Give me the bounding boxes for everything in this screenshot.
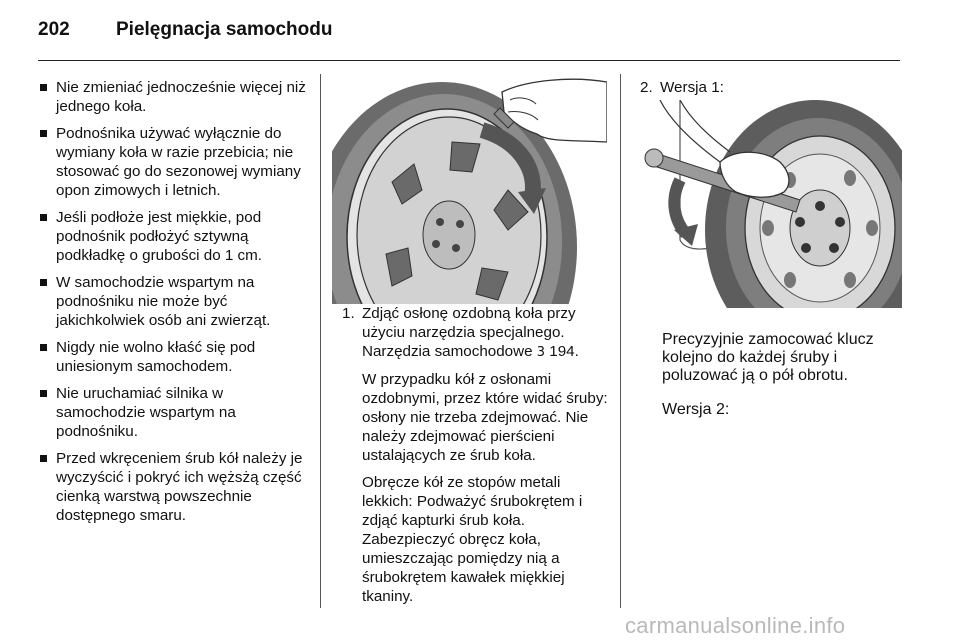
column-divider-right (620, 74, 621, 608)
bullet-item: Przed wkręceniem śrub kół należy je wyczyścić i pokryć ich wężsżą część cienką warstwą powszechnie dostępnego smaru. (38, 449, 314, 525)
paragraph-alloy-rims: Obręcze kół ze stopów metali lekkich: Podważyć śrubokrętem i zdjąć kapturki śrub koła. Zabezpieczyć obręcz koła, umieszczając pomiędzy nią a śrubokrętem kawałek miękkiej tkaniny. (362, 474, 583, 605)
bullet-item: Nigdy nie wolno kłaść się pod uniesionym samochodem. (38, 338, 314, 376)
step-2 (640, 78, 902, 97)
left-column (38, 78, 314, 533)
step-1 (342, 304, 610, 362)
page-reference-arrow: 3 (536, 345, 546, 360)
right-column-lower (662, 315, 902, 435)
paragraph-wrench: Precyzyjnie zamocować klucz kolejno do każdej śruby i poluzować ją o pół obrotu. (662, 331, 874, 384)
page-number: 202 (38, 19, 70, 40)
step-2-label: Wersja 1: (660, 79, 724, 96)
bullet-item: Nie zmieniać jednocześnie więcej niż jednego koła. (38, 78, 314, 116)
version-2-label: Wersja 2: (662, 401, 730, 418)
safety-bullet-list (38, 78, 314, 525)
wheel-cover-removal-illustration (332, 72, 607, 304)
page-header (0, 0, 960, 60)
header-divider (38, 60, 900, 61)
step-number: 2. (640, 79, 653, 96)
watermark: carmanualsonline.info (625, 613, 846, 638)
page-title: Pielęgnacja samochodu (116, 19, 333, 40)
middle-column (342, 304, 610, 614)
page-reference[interactable]: 194. (549, 343, 579, 360)
paragraph-covers: W przypadku kół z osłonami ozdobnymi, przez które widać śruby: osłony nie trzeba zdejmować. Nie należy zdejmować pierścieni ustalających ze śrub koła. (362, 371, 608, 464)
column-divider-left (320, 74, 321, 608)
step-number: 1. (342, 305, 355, 322)
bullet-item: Nie uruchamiać silnika w samochodzie wspartym na podnośniku. (38, 384, 314, 441)
wheel-wrench-illustration (640, 100, 902, 308)
bullet-item: Jeśli podłoże jest miękkie, pod podnośnik podłożyć sztywną podkładkę o grubości do 1 cm. (38, 208, 314, 265)
bullet-item: Podnośnika używać wyłącznie do wymiany koła w razie przebicia; nie stosować go do sezonowej wymiany opon zimowych i letnich. (38, 124, 314, 200)
bullet-item: W samochodzie wspartym na podnośniku nie może być jakichkolwiek osób ani zwierząt. (38, 273, 314, 330)
step-1-text: Zdjąć osłonę ozdobną koła przy użyciu narzędzia specjalnego. Narzędzia samochodowe (362, 305, 576, 360)
